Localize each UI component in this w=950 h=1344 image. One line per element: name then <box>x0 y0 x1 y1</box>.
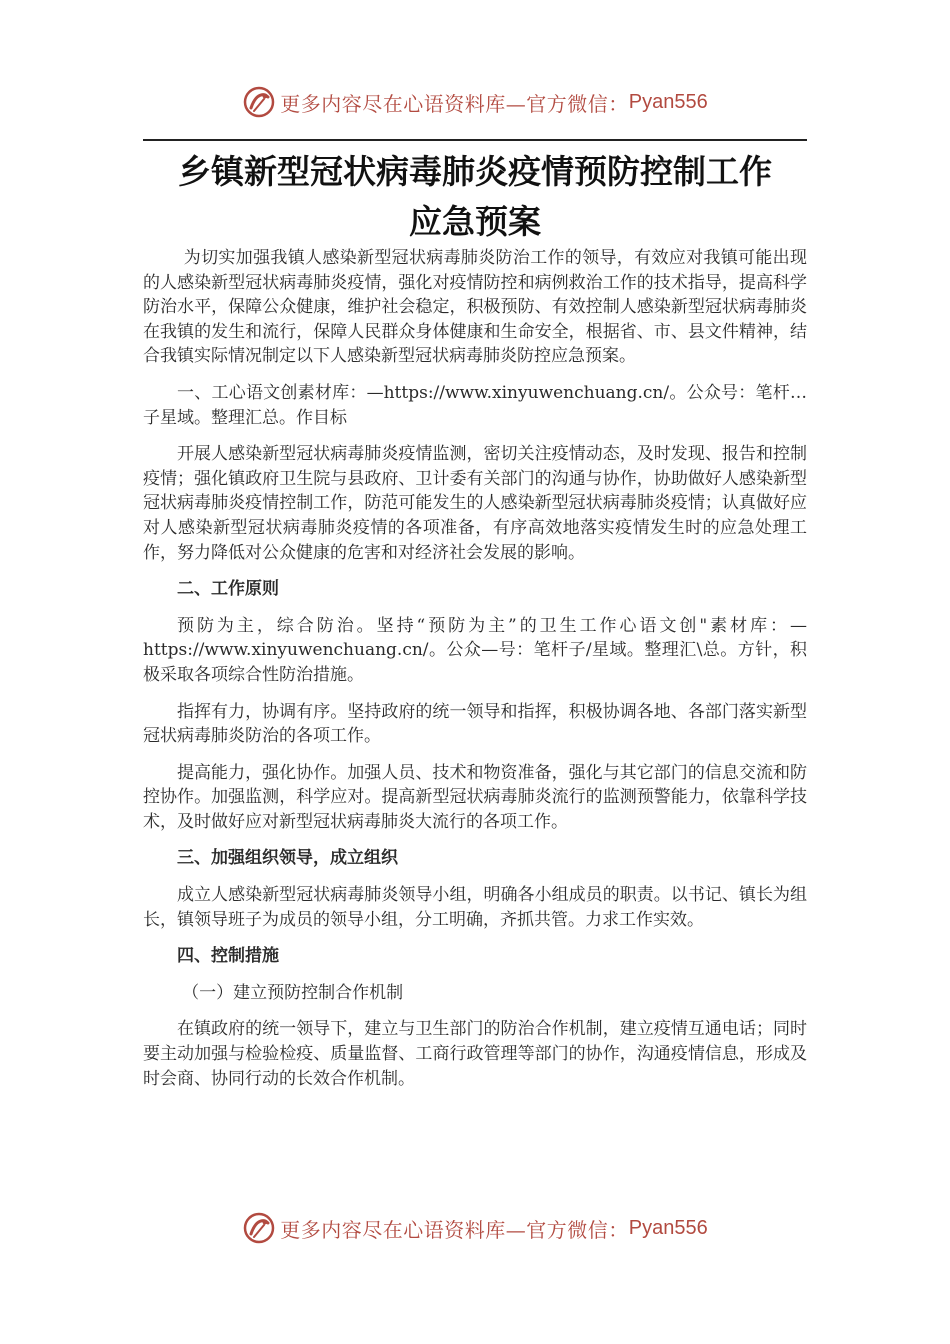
section-4-subheading-1: （一）建立预防控制合作机制 <box>182 982 404 1003</box>
page-title <box>143 147 807 247</box>
header-rule <box>143 139 807 141</box>
header-banner <box>0 82 950 122</box>
section-2-paragraph-2: 指挥有力，协调有序。坚持政府的统一领导和指挥，积极协调各地、各部门落实新型冠状病毒肺炎防治的各项工作。 <box>143 701 807 747</box>
intro-paragraph: 为切实加强我镇人感染新型冠状病毒肺炎防治工作的领导，有效应对我镇可能出现的人感染新型冠状病毒肺炎疫情，强化对疫情防控和病例救治工作的技术指导，提高科学防治水平，保障公众健康，维护社会稳定，积极预防、有效控制人感染新型冠状病毒肺炎在我镇的发生和流行，保障人民群众身体健康和生命安全，根据省、市、县文件精神，结合我镇实际情况制定以下人感染新型冠状病毒肺炎防控应急预案。 <box>143 248 807 367</box>
section-3-heading: 三、加强组织领导，成立组织 <box>177 848 398 869</box>
section-2-paragraph-3: 提高能力，强化协作。加强人员、技术和物资准备，强化与其它部门的信息交流和防控协作。加强监测，科学应对。提高新型冠状病毒肺炎流行的监测预警能力，依靠科学技术，及时做好应对新型冠状病毒肺炎大流行的各项工作。 <box>143 762 807 832</box>
section-4-heading: 四、控制措施 <box>177 946 279 967</box>
title-line-1: 乡镇新型冠状病毒肺炎疫情预防控制工作 <box>178 152 772 191</box>
banner-wechat-id: Pyan556 <box>628 1216 708 1239</box>
title-line-2: 应急预案 <box>409 202 541 241</box>
footer-banner <box>0 1208 950 1248</box>
section-1-paragraph: 开展人感染新型冠状病毒肺炎疫情监测，密切关注疫情动态，及时发现、报告和控制疫情；强化镇政府卫生院与县政府、卫计委有关部门的沟通与协作，协助做好人感染新型冠状病毒肺炎疫情控制工作，防范可能发生的人感染新型冠状病毒肺炎疫情；认真做好应对人感染新型冠状病毒肺炎疫情的各项准备，有序高效地落实疫情发生时的应急处理工作，努力降低对公众健康的危害和对经济社会发展的影响。 <box>143 444 807 563</box>
section-3-paragraph: 成立人感染新型冠状病毒肺炎领导小组，明确各小组成员的职责。以书记、镇长为组长，镇领导班子为成员的领导小组，分工明确，齐抓共管。力求工作实效。 <box>143 885 807 930</box>
banner-text: 更多内容尽在心语资料库—官方微信： <box>280 91 629 116</box>
banner-text: 更多内容尽在心语资料库—官方微信： <box>280 1217 629 1242</box>
banner-wechat-id: Pyan556 <box>628 90 708 113</box>
logo-icon <box>242 85 276 119</box>
section-2-paragraph-1: 预防为主，综合防治。坚持“预防为主”的卫生工作心语文创"素材库：—https://www.xinyuwenchuang.cn/。公众—号：笔杆子/星域。整理汇\总。方针，积极采取各项综合性防治措施。 <box>143 615 807 685</box>
section-2-heading: 二、工作原则 <box>177 579 279 600</box>
document-body <box>143 246 807 1091</box>
logo-icon <box>242 1211 276 1245</box>
section-1-heading: 一、工心语文创素材库：—https://www.xinyuwenchuang.cn/。公众号：笔杆…子星域。整理汇总。作目标 <box>143 382 807 428</box>
section-4-paragraph-1: 在镇政府的统一领导下，建立与卫生部门的防治合作机制，建立疫情互通电话；同时要主动加强与检验检疫、质量监督、工商行政管理等部门的协作，沟通疫情信息，形成及时会商、协同行动的长效合作机制。 <box>143 1019 807 1089</box>
